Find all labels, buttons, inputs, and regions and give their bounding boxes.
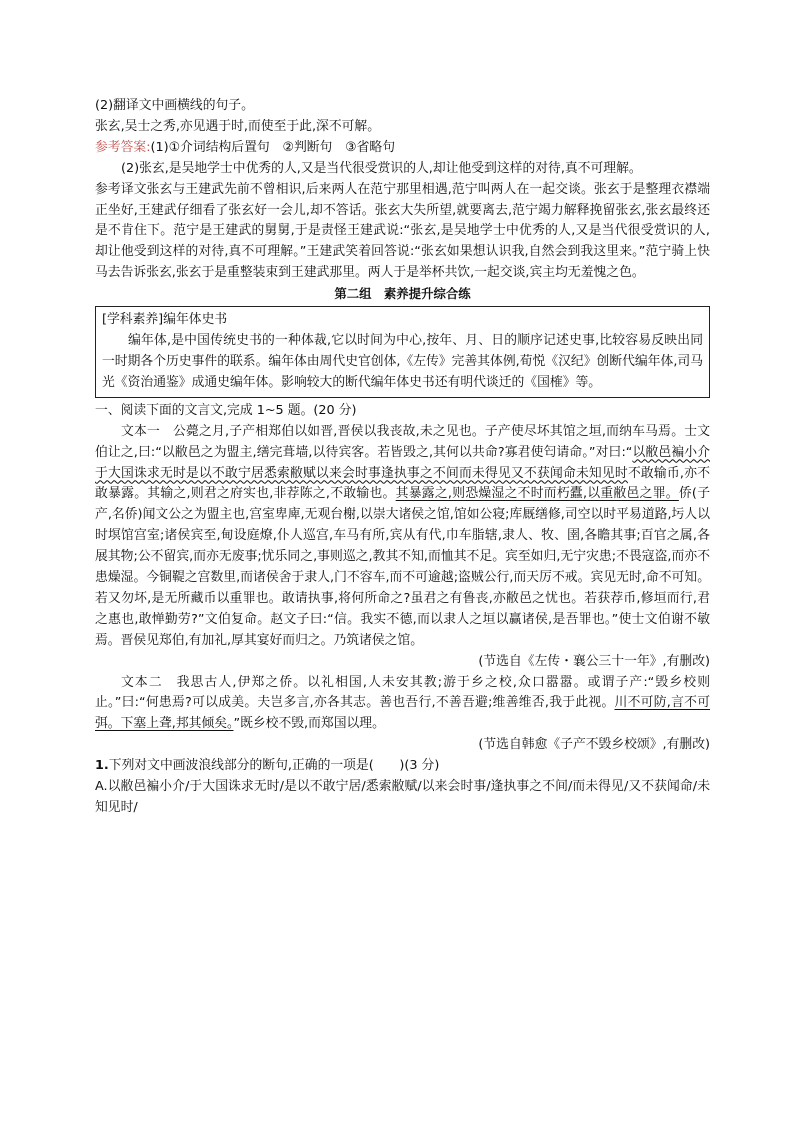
source-note-1: (节选自《左传・襄公三十一年》,有删改) — [478, 653, 710, 669]
wavy-underlined-segment: 以敝邑褊小介于大国诛求无时是以不敢宁居悉索敝赋以来会时事逢执事之不间而未得见又不获闻命未知见时 — [95, 444, 710, 481]
source-note-2: (节选自韩愈《子产不毁乡校颂》,有删改) — [478, 737, 710, 753]
section-title: 第二组 素养提升综合练 — [334, 286, 471, 302]
passage-1-part-c: 侨(子产,名侨)闻文公之为盟主也,宫室卑庳,无观台榭,以崇大诸侯之馆,馆如公寝;库厩缮修,司空以时平易道路,圬人以时塓馆宫室;诸侯宾至,甸设庭燎,仆人巡宫,车马有所,宾从有代,巾车脂辖,隶人、牧、圉,各瞻其事;百官之属,各展其物;公不留宾,而亦无废事;忧乐同之,事则巡之,教其不知,而恤其不足。宾至如归,无宁灾患;不畏寇盗,而亦不患燥湿。今铜鞮之宫数里,而诸侯舍于隶人,门不容车,而不可逾越;盗贼公行,而天厉不戒。宾见无时,命不可知。若又勿坏,是无所藏币以重罪也。敢请执事,将何所命之?虽君之有鲁丧,亦敝邑之忧也。若获荐币,修垣而行,君之惠也,敢惮勤劳?”文伯复命。赵文子曰:“信。我实不德,而以隶人之垣以赢诸侯,是吾罪也。”使士文伯谢不敏焉。晋侯见郑伯,有加礼,厚其宴好而归之。乃筑诸侯之馆。 — [95, 486, 710, 648]
literacy-box — [95, 306, 710, 398]
underlined-sentence-2: 川不可防,言不可弭。下塞上聋,邦其倾矣。 — [95, 695, 710, 732]
passage-2-part-a: 文本二 我思古人,伊郑之侨。以礼相国,人未安其教;游于乡之校,众口嚣嚣。或谓子产:“毁乡校则止。”曰:“何患焉?可以成美。夫岂多言,亦各其志。善也吾行,不善吾避;维善维否,我于此视。 — [95, 674, 710, 711]
question-2-prompt: (2)翻译文中画横线的句子。 — [95, 98, 254, 113]
passage-2-part-b: ”既乡校不毁,而郑国以理。 — [233, 716, 385, 732]
passage-text-1 — [95, 422, 710, 652]
question-1 — [95, 756, 710, 777]
passage-1-part-a: 文本一 公薨之月,子产相郑伯以如晋,晋侯以我丧故,未之见也。子产使尽坏其馆之垣,而纳车马焉。士文伯让之,曰:“以敝邑之为盟主,缮完葺墙,以待宾客。若皆毁之,其何以共命?寡君使匄请命。”对曰:“ — [95, 423, 710, 460]
reading-intro: 一、阅读下面的文言文,完成 1~5 题。(20 分) — [95, 402, 357, 418]
answer-label: 参考答案: — [95, 139, 151, 155]
question-1-option-a: A.以敝邑褊小介/于大国诛求无时/是以不敢宁居/悉索敝赋/以来会时事/逢执事之不间/而未得见/又不获闻命/未知见时/ — [95, 779, 710, 815]
question-2-sentence: 张玄,吴士之秀,亦见遇于时,而使至于此,深不可解。 — [95, 118, 381, 134]
literacy-box-heading: [学科素养]编年体史书 — [102, 312, 228, 328]
answer-line-1 — [95, 138, 710, 159]
document-page — [95, 96, 710, 819]
answer-1-text: (1)①介词结构后置句 ②判断句 ③省略句 — [150, 139, 395, 155]
question-1-text: 下列对文中画波浪线部分的断句,正确的一项是( )(3 分) — [108, 758, 440, 774]
passage-text-2 — [95, 673, 710, 736]
underlined-sentence-1: 其暴露之,则恐燥湿之不时而朽蠹,以重敝邑之罪。 — [395, 486, 679, 502]
question-1-number: 1. — [95, 758, 109, 774]
answer-2-text: (2)张玄,是吴地学士中优秀的人,又是当代很受赏识的人,却让他受到这样的对待,真不可理解。 — [121, 160, 642, 176]
literacy-box-text: 编年体,是中国传统史书的一种体裁,它以时间为中心,按年、月、日的顺序记述史事,比较容易反映出同一时期各个历史事件的联系。编年体由周代史官创体,《左传》完善其体例,荀悦《汉纪》创断代编年体,司马光《资治通鉴》成通史编年体。影响较大的断代编年体史书还有明代谈迁的《国榷》等。 — [102, 333, 703, 390]
passage-1-part-b: 不敢输币,亦不敢暴露。其输之,则君之府实也,非荐陈之,不敢输也。 — [95, 465, 710, 502]
reference-translation: 参考译文张玄与王建武先前不曾相识,后来两人在范宁那里相遇,范宁叫两人在一起交谈。张玄于是整理衣襟端正坐好,王建武仔细看了张玄好一会儿,却不答话。张玄大失所望,就要离去,范宁竭力解释挽留张玄,张玄最终还是不肯住下。范宁是王建武的舅舅,于是责怪王建武说:“张玄,是吴地学士中优秀的人,又是当代很受赏识的人,却让他受到这样的对待,真不可理解。”王建武笑着回答说:“张玄如果想认识我,自然会到我这里来。”范宁骑上快马去告诉张玄,张玄于是重整装束到王建武那里。两人于是举杯共饮,一起交谈,宾主均无羞愧之色。 — [95, 181, 710, 281]
